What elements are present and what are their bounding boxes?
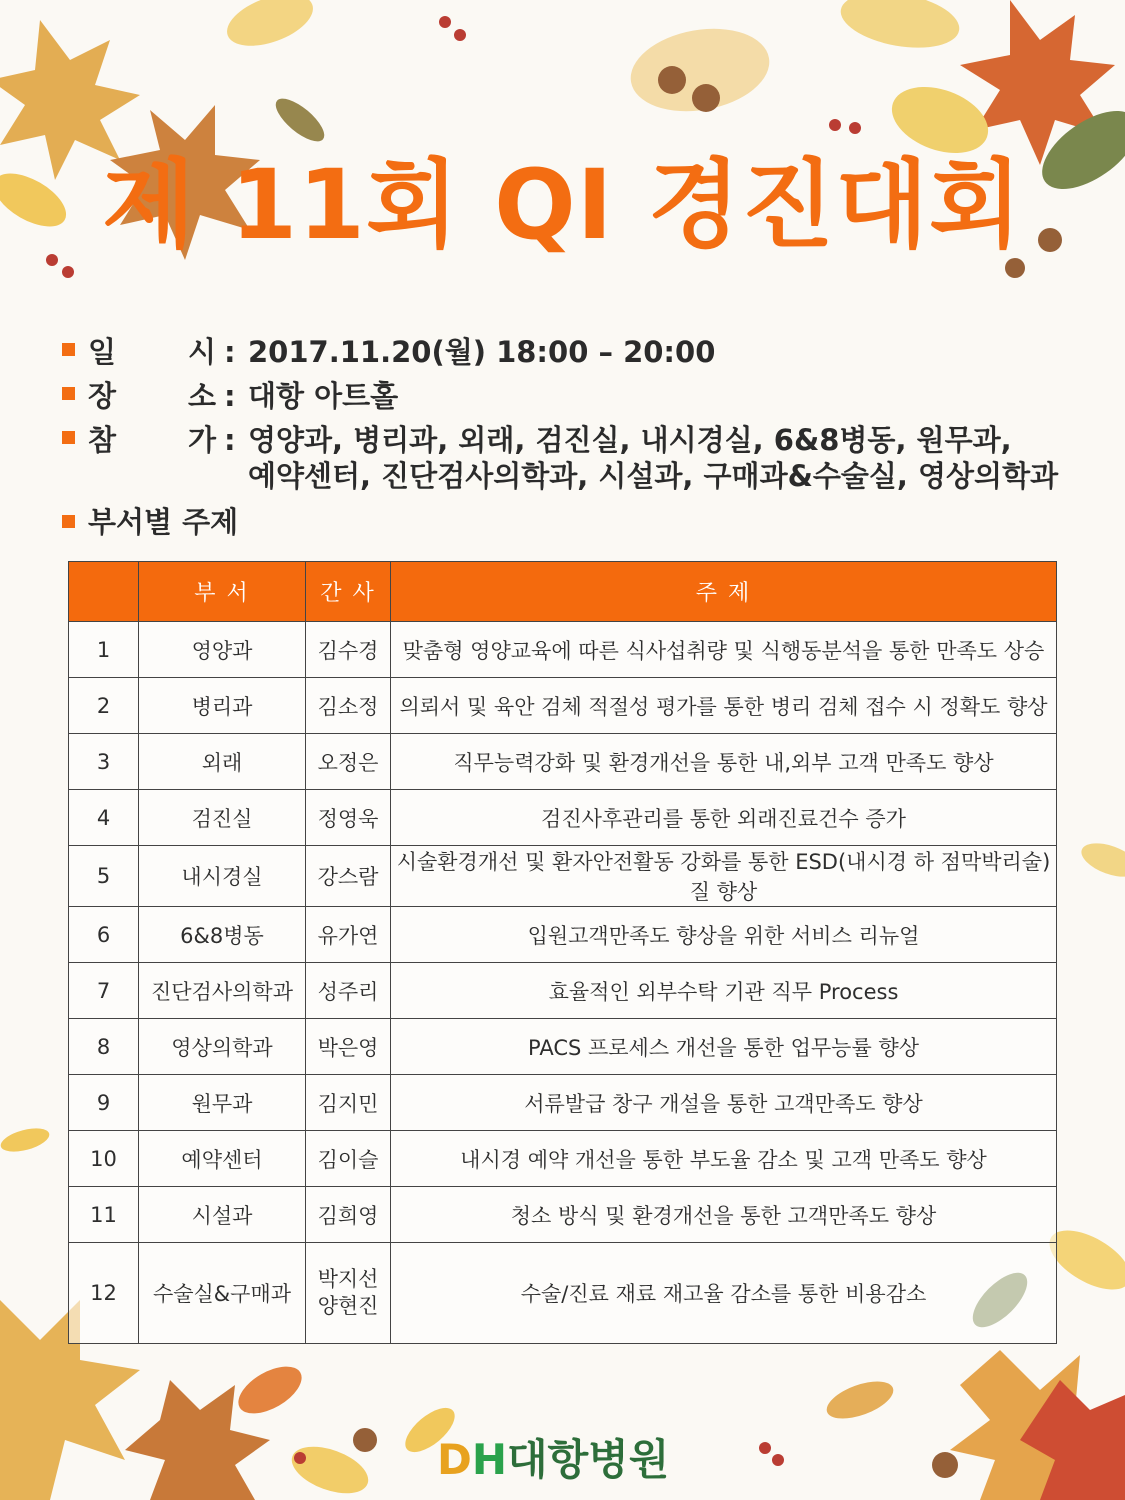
cell-no: 1 [69,622,139,678]
info-label-first: 장 [88,379,117,413]
cell-manager: 김이슬 [306,1131,391,1187]
cell-manager: 유가연 [306,907,391,963]
cell-dept: 시설과 [139,1187,306,1243]
cell-dept: 내시경실 [139,846,306,907]
logo-mark-h: H [471,1435,508,1484]
leaf-icon [220,0,320,56]
cell-dept: 진단검사의학과 [139,963,306,1019]
cell-topic: 내시경 예약 개선을 통한 부도율 감소 및 고객 만족도 향상 [391,1131,1057,1187]
cell-dept: 수술실&구매과 [139,1243,306,1344]
cell-no: 7 [69,963,139,1019]
cell-manager: 오정은 [306,734,391,790]
acorn-icon [353,1428,377,1452]
table-row [69,622,1057,678]
bullet-icon [62,387,75,400]
table-row [69,1075,1057,1131]
cell-dept: 병리과 [139,678,306,734]
cell-topic: 시술환경개선 및 환자안전활동 강화를 통한 ESD(내시경 하 점막박리술) 질 향상 [391,846,1057,907]
leaf-icon [822,1374,898,1426]
berry-icon [849,122,861,134]
participants-line-1: 영양과, 병리과, 외래, 검진실, 내시경실, 6&8병동, 원무과, [248,423,1012,457]
info-colon: : [224,379,236,413]
table-header-row [69,562,1057,622]
cell-no: 11 [69,1187,139,1243]
cell-no: 3 [69,734,139,790]
header-dept: 부 서 [139,562,306,622]
cell-manager: 강스람 [306,846,391,907]
cell-dept: 검진실 [139,790,306,846]
berry-icon [772,1454,784,1466]
participants-line-2: 예약센터, 진단검사의학과, 시설과, 구매과&수술실, 영상의학과 [248,459,1059,493]
cell-dept: 외래 [139,734,306,790]
info-label-second: 시 [188,335,217,369]
cell-dept: 예약센터 [139,1131,306,1187]
cell-no: 2 [69,678,139,734]
acorn-icon [1005,258,1025,278]
berry-icon [829,119,841,131]
table-row [69,734,1057,790]
acorn-icon [932,1452,958,1478]
cell-manager: 성주리 [306,963,391,1019]
cell-topic: 맞춤형 영양교육에 따른 식사섭취량 및 식행동분석을 통한 만족도 상승 [391,622,1057,678]
cell-no: 6 [69,907,139,963]
manager-name: 박지선 [317,1267,379,1291]
cell-topic: 의뢰서 및 육안 검체 적절성 평가를 통한 병리 검체 접수 시 정확도 향상 [391,678,1057,734]
header-manager: 간 사 [306,562,391,622]
cell-manager: 김지민 [306,1075,391,1131]
cell-manager: 김소정 [306,678,391,734]
cell-no: 12 [69,1243,139,1344]
info-colon: : [224,423,236,457]
cell-no: 10 [69,1131,139,1187]
berry-icon [62,266,74,278]
info-date-value: 2017.11.20(월) 18:00 – 20:00 [248,335,716,369]
info-place-value: 대항 아트홀 [248,379,399,413]
info-label-first: 참 [88,423,117,457]
cell-topic: 입원고객만족도 향상을 위한 서비스 리뉴얼 [391,907,1057,963]
cell-topic: PACS 프로세스 개선을 통한 업무능률 향상 [391,1019,1057,1075]
table-row [69,907,1057,963]
cell-manager: 김희영 [306,1187,391,1243]
cell-manager: 박은영 [306,1019,391,1075]
bullet-icon [62,431,75,444]
bullet-icon [62,515,75,528]
leaf-icon [231,1357,310,1423]
logo-mark [437,1435,507,1484]
table-row [69,678,1057,734]
info-label-second: 소 [188,379,217,413]
acorn-icon [692,84,720,112]
manager-name: 양현진 [317,1294,379,1318]
page-title: 제 11회 QI 경진대회 [102,149,1023,261]
header-no [69,562,139,622]
cell-no: 9 [69,1075,139,1131]
table-row [69,1187,1057,1243]
cell-topic: 직무능력강화 및 환경개선을 통한 내,외부 고객 만족도 향상 [391,734,1057,790]
cell-dept: 원무과 [139,1075,306,1131]
cell-dept: 6&8병동 [139,907,306,963]
cell-no: 5 [69,846,139,907]
acorn-icon [658,66,686,94]
table-row [69,963,1057,1019]
cell-dept: 영상의학과 [139,1019,306,1075]
hospital-logo [437,1432,669,1488]
header-topic: 주 제 [391,562,1057,622]
leaf-icon [1077,837,1125,884]
berry-icon [439,16,451,28]
leaf-icon [836,0,963,56]
cell-topic: 효율적인 외부수탁 기관 직무 Process [391,963,1057,1019]
cell-manager [306,1243,391,1344]
berry-icon [759,1442,771,1454]
leaf-icon [269,92,330,149]
table-row [69,1131,1057,1187]
table-row [69,1019,1057,1075]
section-title: 부서별 주제 [88,505,239,539]
cell-manager: 정영욱 [306,790,391,846]
cell-topic: 청소 방식 및 환경개선을 통한 고객만족도 향상 [391,1187,1057,1243]
topics-table [68,561,1057,1344]
info-label-first: 일 [88,335,117,369]
info-colon: : [224,335,236,369]
cell-topic: 수술/진료 재료 재고율 감소를 통한 비용감소 [391,1243,1057,1344]
berry-icon [454,29,466,41]
cell-topic: 서류발급 창구 개설을 통한 고객만족도 향상 [391,1075,1057,1131]
table-row [69,1243,1057,1344]
table-row [69,790,1057,846]
logo-mark-d: D [437,1435,472,1484]
cell-no: 8 [69,1019,139,1075]
logo-name: 대항병원 [507,1435,670,1484]
cell-dept: 영양과 [139,622,306,678]
cell-manager: 김수경 [306,622,391,678]
cell-topic: 검진사후관리를 통한 외래진료건수 증가 [391,790,1057,846]
bullet-icon [62,343,75,356]
table-row [69,846,1057,907]
section-heading [62,502,238,542]
info-label-second: 가 [188,423,217,457]
info-participants-value [248,418,1058,494]
cell-no: 4 [69,790,139,846]
leaf-icon [0,1124,52,1156]
berry-icon [294,1452,306,1464]
